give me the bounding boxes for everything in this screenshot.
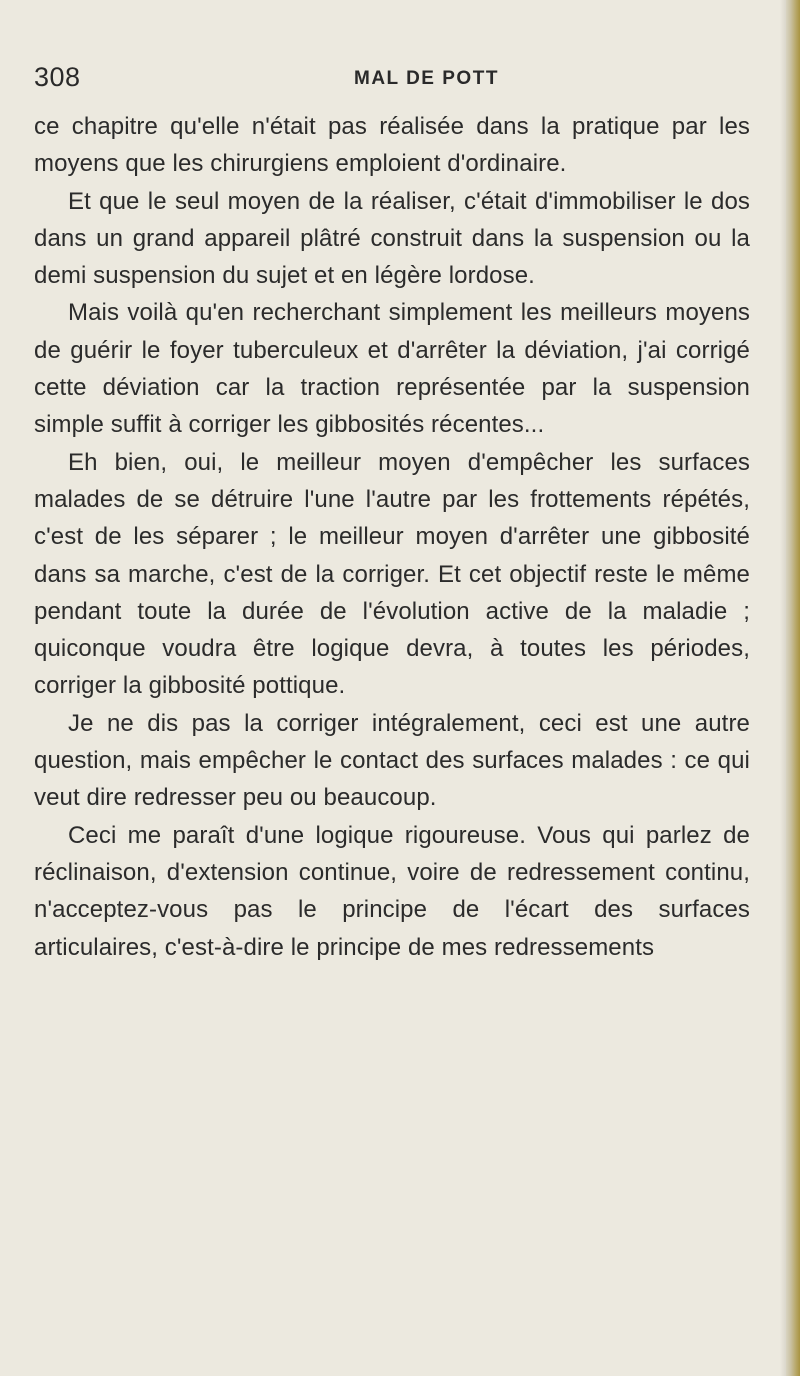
paragraph: Ceci me paraît d'une logique rigoureuse. Vous qui parlez de réclinaison, d'extension continue, voire de redressement continu, n'acceptez-vous pas le principe de l'écart des surfaces articulaires, c'est-à-dire le principe de mes redressements xyxy=(34,821,750,961)
page-number: 308 xyxy=(34,62,81,92)
page-edge xyxy=(786,0,800,1376)
paragraph: Mais voilà qu'en recherchant simplement les meilleurs moyens de guérir le foyer tuberculeux et d'arrêter la déviation, j'ai corrigé cette déviation car la traction représentée par la suspension simple suffit à corriger les gibbosités récentes... xyxy=(34,299,750,439)
running-head: MAL DE POTT xyxy=(354,68,499,89)
paragraph: Je ne dis pas la corriger intégralement, ceci est une autre question, mais empêcher le contact des surfaces malades : ce qui veut dire redresser peu ou beaucoup. xyxy=(34,709,750,812)
paragraph: Et que le seul moyen de la réaliser, c'était d'immobiliser le dos dans un grand appareil plâtré construit dans la suspension ou la demi suspension du sujet et en légère lordose. xyxy=(34,187,750,290)
page-header xyxy=(34,62,754,98)
paragraph-continuation: ce chapitre qu'elle n'était pas réalisée dans la pratique par les moyens que les chirurgiens emploient d'ordinaire. xyxy=(34,113,750,178)
body-text xyxy=(34,108,750,966)
paragraph: Eh bien, oui, le meilleur moyen d'empêcher les surfaces malades de se détruire l'une l'autre par les frottements répétés, c'est de les séparer ; le meilleur moyen d'arrêter une gibbosité dans sa marche, c'est de la corriger. Et cet objectif reste le même pendant toute la durée de l'évolution active de la maladie ; quiconque voudra être logique devra, à toutes les périodes, corriger la gibbosité pottique. xyxy=(34,448,750,700)
